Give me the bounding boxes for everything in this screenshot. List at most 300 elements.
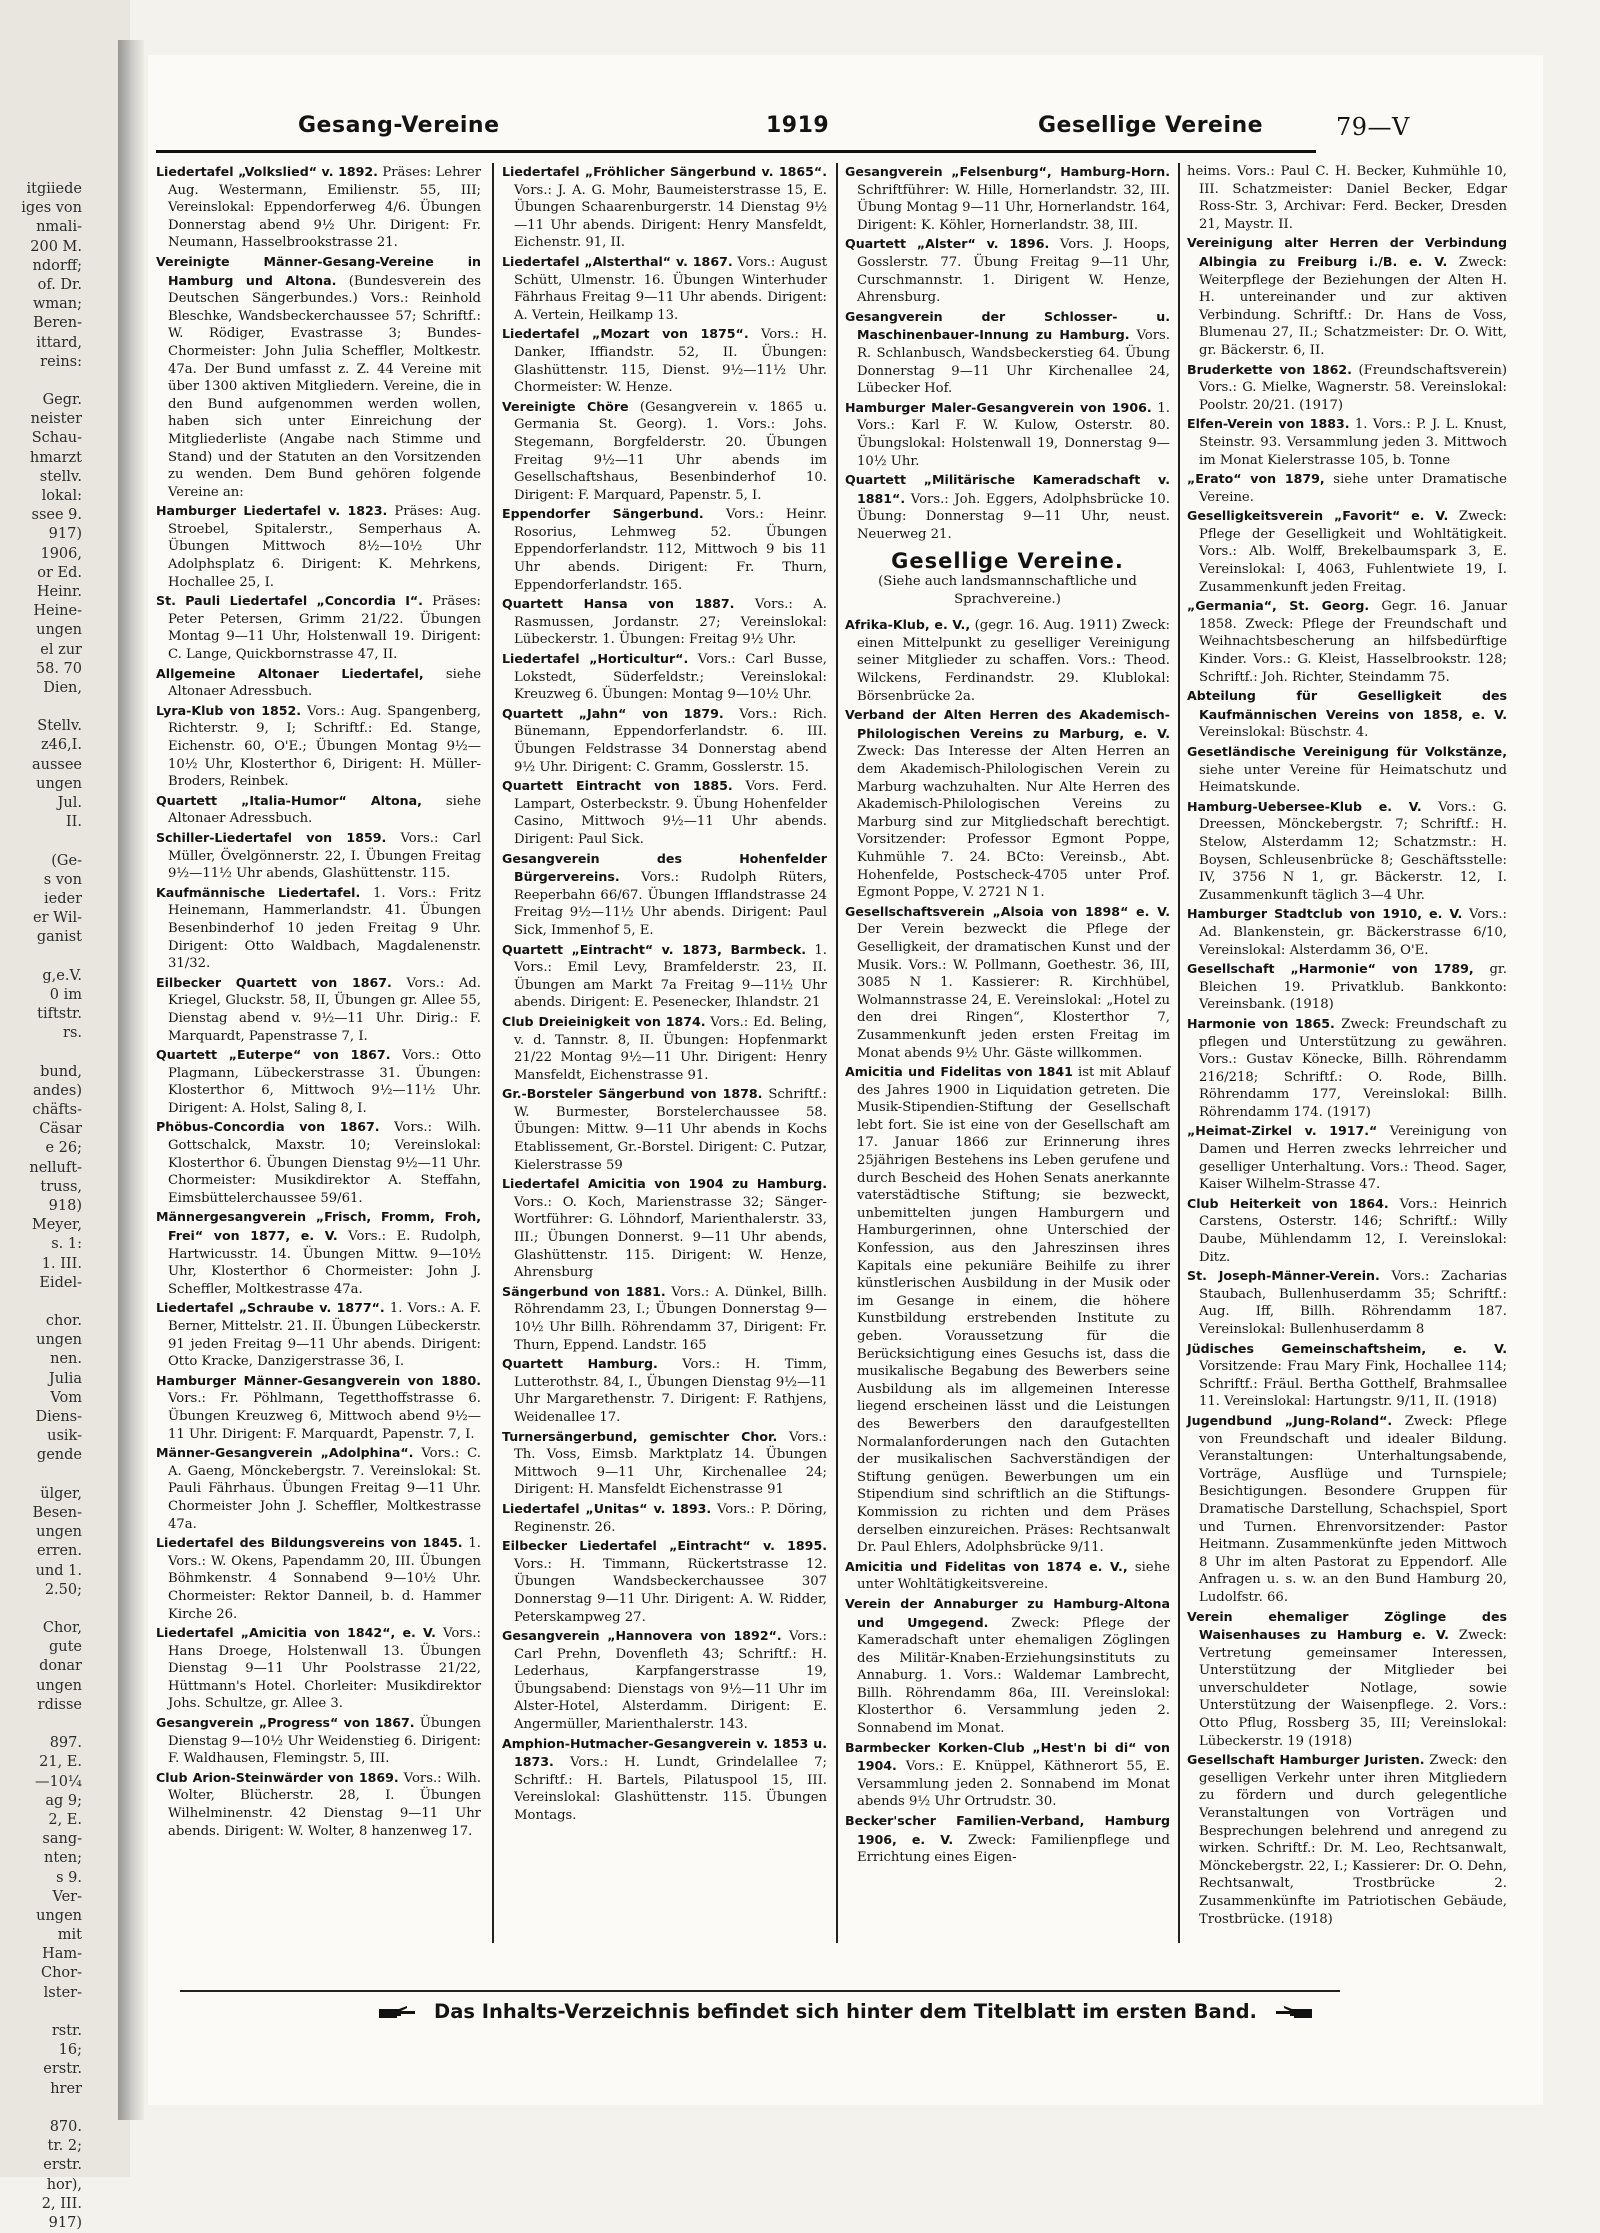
prev-page-line: truss,	[40, 1178, 82, 1195]
entry-text: (Gesangverein v. 1865 u. Germania St. Georg). 1. Vors.: Johs. Stegemann, Borgfelderstr. 20. Übungen Freitag 9½—11 Uhr abends im Gesellschaftshaus, Besenbinderhof 10. Dirigent: F. Marquard, Papenstr. 5, I.	[514, 399, 827, 503]
entry-text: 1. Vors.: A. F. Berner, Mittelstr. 21. II. Übungen Lübeckerstr. 91 jeden Freitag 9—11 Uhr abends. Dirigent: Otto Kracke, Danzigerstrasse 36, I.	[168, 1301, 481, 1370]
entry-name: Gr.-Borsteler Sängerbund von 1878.	[502, 1086, 763, 1102]
entry-name: Gesangverein „Progress“ von 1867.	[156, 1715, 415, 1731]
entry-name: Allgemeine Altonaer Liedertafel,	[156, 665, 424, 681]
entry-name: „Heimat-Zirkel v. 1917.“	[1187, 1123, 1378, 1139]
directory-entry	[1187, 1751, 1507, 1928]
entry-text: Vors. Ferd. Lampart, Osterbeckstr. 9. Übung Hohenfelder Casino, Mittwoch 9½—11 Uhr abends. Dirigent: Paul Sick.	[514, 779, 827, 847]
entry-name: Turnersängerbund, gemischter Chor.	[502, 1428, 778, 1444]
entry-text: Vors.: H. Timmann, Rückertstrasse 12. Übungen Wandsbeckerchaussee 307 Donnerstag 9—11 Uhr. Dirigent: A. W. Ridder, Peterskampweg 27.	[514, 1556, 827, 1625]
directory-entry	[156, 1769, 481, 1840]
prev-page-line: Ham-	[42, 1946, 82, 1963]
directory-entry	[502, 1500, 827, 1536]
directory-entry	[502, 1013, 827, 1084]
entry-text: siehe Altonaer Adressbuch.	[168, 793, 481, 827]
directory-entry	[502, 941, 827, 1012]
entry-text: Vors.: Carl Prehn, Dovenfleth 43; Schriftf.: H. Lederhaus, Karpfangerstrasse 19, Übungsabend: Dienstags von 9½—11 Uhr im Alster-Hotel, Alsterdamm. Dirigent: E. Angermüller, Marienthalerstr. 143.	[514, 1629, 827, 1733]
entry-text: Vors.: Wilh. Wolter, Blücherstr. 28, I. Übungen Wilhelminenstr. 42 Dienstag 9—11 Uhr abends. Dirigent: W. Wolter, 8 hanzenweg 17.	[168, 1770, 482, 1839]
prev-page-line	[0, 1466, 82, 1485]
entry-text: Vereinigung von Damen und Herren zwecks lehrreicher und geselliger Unterhaltung. Vors.: Theod. Sager, Kaiser Wilhelm-Strasse 47.	[1199, 1124, 1507, 1193]
entry-name: Amphion-Hutmacher-Gesangverein v. 1853 u. 1873.	[502, 1735, 827, 1770]
prev-page-line: wman;	[32, 296, 82, 313]
entry-name: Quartett „Jahn“ von 1879.	[502, 705, 724, 721]
entry-text: Vors.: G. Dreessen, Mönckebergstr. 7; Schriftf.: H. Stelow, Alsterdamm 12; Schatzmstr.: H. Boysen, Schleusenbrücke 8; Geschäftsstelle: IV, 3756 N 1, gr. Bäckerstr. 12, I. Zusammenkunft täglich 3—4 Uhr.	[1199, 799, 1507, 903]
prev-page-line: rs.	[63, 1025, 82, 1042]
prev-page-line: ndorff;	[32, 257, 82, 274]
entry-text: Vors.: August Schütt, Ulmenstr. 16. Übungen Winterhuder Fährhaus Freitag 9—11 Uhr abends. Dirigent: A. Vertein, Heilkamp 13.	[514, 254, 827, 323]
prev-page-line: aussee	[31, 756, 82, 773]
directory-entry	[1187, 1608, 1507, 1751]
directory-entry	[1187, 798, 1507, 905]
entry-text: Vors.: Fr. Pöhlmann, Tegetthoffstrasse 6. Übungen Kreuzweg 6, Mittwoch abend 9½—11 Uhr. Dirigent: F. Marquardt, Papenstr. 7, I.	[168, 1391, 481, 1442]
prev-page-line: Stellv.	[37, 718, 82, 735]
entry-name: Amicitia und Fidelitas von 1841	[845, 1064, 1073, 1080]
prev-page-line: 897.	[49, 1735, 82, 1752]
entry-name: Gesellschaftsverein „Alsoia von 1898“ e. V.	[845, 903, 1170, 919]
entry-text: siehe unter Vereine für Heimatschutz und Heimatskunde.	[1199, 762, 1507, 796]
prev-page-line: Besen-	[32, 1504, 82, 1521]
entry-text: 1. Vors.: Fritz Heinemann, Hammerlandstr. 41. Übungen Besenbinderhof 10 jeden Freitag 9 Uhr. Dirigent: Otto Waldbach, Magdalenenstr. 31/32.	[168, 885, 482, 972]
entry-text: Vors.: Carl Müller, Övelgönnerstr. 22, I. Übungen Freitag 9½—11½ Uhr abends, Glashüttenstr. 115.	[168, 830, 482, 882]
prev-page-line: ganist	[36, 929, 82, 946]
entry-name: Hamburger Männer-Gesangverein von 1880.	[156, 1372, 481, 1388]
entry-name: Liedertafel Amicitia von 1904 zu Hamburg.	[502, 1176, 827, 1192]
entry-text: Zweck: Pflege der Kameradschaft unter ehemaligen Zöglingen des Militär-Knaben-Erziehungsinstituts zu Annaburg. 1. Vors.: Waldemar Lambrecht, Billh. Röhrendamm 86a, III. Vereinslokal: Klosterthor 6. Versammlung jeden 2. Sonnabend im Monat.	[857, 1615, 1170, 1737]
entry-text: Vors.: E. Rudolph, Hartwicusstr. 14. Übungen Mittw. 9—10½ Uhr, Klosterthor 6 Chormeister: John J. Scheffler, Moltkestrasse 47a.	[168, 1229, 481, 1297]
prev-page-line: nelluft-	[29, 1159, 82, 1176]
footer-note	[148, 2000, 1543, 2023]
prev-page-line: 918)	[48, 1197, 82, 1214]
prev-page-line: 200 M.	[30, 238, 82, 255]
prev-page-line: ungen	[36, 1677, 82, 1694]
directory-entry	[156, 1534, 481, 1623]
entry-name: Club Heiterkeit von 1864.	[1187, 1195, 1389, 1211]
footer-text: Das Inhalts-Verzeichnis befindet sich hinter dem Titelblatt im ersten Band.	[434, 2000, 1257, 2023]
entry-text: (Bundesverein des Deutschen Sängerbundes.) Vors.: Reinhold Bleschke, Wandsbeckerchaussee 57; Schriftf.: W. Rödiger, Evastrasse 3; Bundes-Chormeister: John Julia Scheffler, Moltkestr. 47a. Der Bund umfasst z. Z. 44 Vereine mit über 1300 aktiven Mitgliedern. Vereine, die in den Bund aufgenommen werden wollen, haben sich unter Einreichung der Mitgliederliste (Angabe nach Stimme und Stand) und der Statuten an den Vorsitzenden zu wenden. Dem Bund gehören folgende Vereine an:	[168, 273, 481, 500]
directory-entry	[502, 1175, 827, 1282]
prev-page-line: nten;	[44, 1850, 82, 1867]
entry-text: Vors.: C. A. Gaeng, Mönckebergstr. 7. Vereinslokal: St. Pauli Fährhaus. Übungen Freitag 9—11 Uhr. Chormeister John J. Scheffler, Moltkestrasse 47a.	[168, 1446, 481, 1532]
directory-entry	[845, 903, 1170, 1062]
directory-entry	[1187, 470, 1507, 506]
entry-name: Club Dreieinigkeit von 1874.	[502, 1013, 706, 1029]
entry-text: Vors.: Zacharias Staubach, Bullenhuserdamm 35; Schriftf.: Aug. Iff, Billh. Röhrendamm 187. Vereinslokal: Bullenhuserdamm 8	[1199, 1269, 1507, 1337]
entry-text: Vors.: Th. Voss, Eimsb. Marktplatz 14. Übungen Mittwoch 9—11 Uhr, Kirchenallee 24; Dirigent: H. Mansfeldt Eichenstrasse 91	[514, 1429, 827, 1498]
prev-page-line: (Ge-	[51, 852, 82, 869]
entry-name: Quartett „Alster“ v. 1896.	[845, 236, 1050, 252]
prev-page-line: Gegr.	[42, 392, 82, 409]
entry-name: Bruderkette von 1862.	[1187, 361, 1352, 377]
entry-name: Hamburg-Uebersee-Klub e. V.	[1187, 798, 1422, 814]
entry-text: Vors.: H. Danker, Iffiandstr. 52, II. Übungen: Glashüttenstr. 115, Dienst. 9½—11½ Uhr. Chormeister: W. Henze.	[514, 327, 827, 396]
prev-page-line	[0, 948, 82, 967]
entry-text: Vors.: Ad. Blankenstein, gr. Bäckerstrasse 6/10, Vereinslokal: Alsterdamm 36, O'E.	[1199, 907, 1507, 958]
prev-page-line: nmali-	[36, 219, 82, 236]
prev-page-line: or Ed.	[37, 564, 82, 581]
prev-page-line	[0, 1293, 82, 1312]
prev-page-line: lster-	[43, 1984, 82, 2001]
prev-page-line: 16;	[58, 2042, 82, 2059]
entry-name: Gesetländische Vereinigung für Volkstänze,	[1187, 744, 1507, 759]
prev-page-line: e 26;	[45, 1140, 82, 1157]
directory-entry	[502, 595, 827, 649]
prev-page-line: gende	[36, 1447, 82, 1464]
entry-text: Zweck: Weiterpflege der Beziehungen der Alten H. H. untereinander und zur aktiven Verbindung. Schriftf.: Dr. Hans de Voss, Blumenau 27, II.; Schatzmeister: Dr. O. Witt, gr. Bäckerstr. 6, II.	[1199, 254, 1507, 358]
prev-page-line	[0, 1715, 82, 1734]
entry-text: Vereinslokal: Büschstr. 4.	[1199, 725, 1369, 741]
prev-page-line: 0 im	[49, 986, 82, 1003]
prev-page-line: Heine-	[33, 603, 82, 620]
section-subtitle: (Siehe auch landsmannschaftliche und Sprachvereine.)	[878, 574, 1137, 607]
prev-page-line	[0, 1600, 82, 1619]
entry-text: Vors.: Hans Droege, Holstenwall 13. Übungen Dienstag 9—11 Uhr Poolstrasse 21/22, Hüttmann's Hotel. Chorleiter: Musikdirektor Johs. Schultze, gr. Allee 3.	[168, 1626, 481, 1712]
directory-entry	[502, 398, 827, 505]
prev-page-line	[0, 2099, 82, 2118]
directory-entry	[845, 399, 1170, 470]
entry-text: Zweck: Pflege der Geselligkeit und Wohltätigkeit. Vors.: Alb. Wolff, Brekelbaumspark 3, E. Vereinslokal: I, 4063, Fuhlentwiete 19, I. Zusammenkunft jeden Freitag.	[1199, 509, 1507, 595]
entry-name: Liedertafel „Horticultur“.	[502, 651, 689, 667]
prev-page-line: Schau-	[31, 430, 82, 447]
entry-text: (gegr. 16. Aug. 1911) Zweck: einen Mittelpunkt zu geselliger Vereinigung seiner Mitglieder zu schaffen. Vors.: Theod. Wilckens, Ferdinandstr. 29. Klublokal: Börsenbrücke 2a.	[857, 618, 1170, 704]
entry-name: Quartett Eintracht von 1885.	[502, 778, 733, 794]
entry-text: 1. Vors.: Emil Levy, Bramfelderstr. 23, II. Übungen am Markt 7a Freitag 9—11½ Uhr abends. Dirigent: E. Pesenecker, Ihlandstr. 21	[514, 942, 827, 1011]
prev-page-line: usik-	[47, 1428, 82, 1445]
entry-text: Vors.: P. Döring, Reginenstr. 26.	[514, 1501, 827, 1535]
prev-page-line: hor),	[46, 2176, 82, 2193]
column-divider	[836, 163, 838, 1943]
prev-page-line: 870.	[49, 2118, 82, 2135]
directory-entry	[156, 1624, 481, 1713]
directory-entry	[1187, 415, 1507, 469]
column-divider	[1178, 163, 1180, 1943]
directory-entry	[502, 163, 827, 252]
entry-name: Abteilung für Geselligkeit des Kaufmännischen Vereins von 1858, e. V.	[1187, 688, 1507, 722]
prev-page-line: Chor-	[41, 1965, 82, 1982]
directory-entry	[1187, 687, 1507, 742]
prev-page-line: nen.	[50, 1351, 82, 1368]
column-4	[1187, 163, 1507, 1929]
directory-entry	[502, 253, 827, 324]
directory-entry	[502, 1085, 827, 1174]
entry-name: Quartett „Italia-Humor“ Altona,	[156, 792, 422, 808]
directory-entry	[1187, 597, 1507, 686]
directory-entry	[156, 592, 481, 663]
prev-page-line	[0, 832, 82, 851]
header-left-title: Gesang-Vereine	[298, 113, 500, 138]
entry-text: Vors.: Ed. Beling, v. d. Tannstr. 8, II. Übungen: Hopfenmarkt 21/22 Montag 9½—11 Uhr. Dirigent: Henry Mansfeldt, Eichenstrasse 91.	[514, 1014, 827, 1083]
entry-name: Männergesangverein „Frisch, Fromm, Froh, Frei“ von 1877, e. V.	[156, 1209, 481, 1244]
entry-name: Quartett „Militärische Kameradschaft v. 1881“.	[845, 472, 1170, 506]
prev-page-line: ag 9;	[45, 1792, 82, 1809]
directory-entry	[845, 1812, 1170, 1867]
entry-text: Vors.: J. A. G. Mohr, Baumeisterstrasse 15, E. Übungen Schaarenburgerstr. 14 Dienstag 9½—11 Uhr abends. Dirigent: Henry Mansfeldt, Eichenstr. 91, II.	[514, 182, 827, 251]
entry-text: Präses: Peter Petersen, Grimm 21/22. Übungen Montag 9—11 Uhr, Holstenwall 19. Dirigent: C. Lange, Quickbornstrasse 47, II.	[168, 594, 481, 663]
prev-page-line: erstr.	[43, 2061, 82, 2078]
prev-page-line: donar	[39, 1658, 82, 1675]
prev-page-line: und 1.	[35, 1562, 82, 1579]
entry-text: Vors.: Rich. Bünemann, Eppendorferlandstr. 6. III. Übungen Feldstrasse 34 Donnerstag abend 9½ Uhr. Dirigent: C. Gramm, Gosslerstr. 15.	[514, 706, 827, 775]
header-rule	[156, 150, 1316, 153]
entry-name: Barmbecker Korken-Club „Hest'n bi di“ von 1904.	[845, 1739, 1170, 1774]
entry-name: „Erato“ von 1879,	[1187, 471, 1325, 487]
entry-text: Vors.: Heinrich Carstens, Osterstr. 146; Schriftf.: Willy Daube, Mühlendamm 12, I. Vereinslokal: Ditz.	[1199, 1196, 1507, 1265]
page-header	[148, 113, 1543, 163]
directory-entry	[156, 502, 481, 591]
prev-page-line: s 9.	[56, 1869, 82, 1886]
directory-entry	[845, 1063, 1170, 1557]
prev-page-line: tr. 2;	[47, 2138, 82, 2155]
directory-entry	[502, 777, 827, 848]
entry-text: (Freundschaftsverein) Vors.: G. Mielke, Wagnerstr. 58. Vereinslokal: Poolstr. 20/21. (1917)	[1199, 362, 1507, 413]
entry-text: Vors.: Carl Busse, Lokstedt, Süderfeldstr.; Vereinslokal: Kreuzweg 6. Übungen: Montag 9—10½ Uhr.	[514, 652, 827, 703]
entry-name: Geselligkeitsverein „Favorit“ e. V.	[1187, 508, 1449, 524]
entry-name: Liedertafel „Amicitia von 1842“, e. V.	[156, 1625, 436, 1641]
directory-entry	[156, 1046, 481, 1117]
column-divider	[492, 163, 494, 1943]
entry-name: Harmonie von 1865.	[1187, 1015, 1335, 1031]
entry-text: Vors.: H. Lundt, Grindelallee 7; Schriftf.: H. Bartels, Pilatuspool 15, III. Vereinslokal: Glashüttenstr. 115. Übungen Montags.	[514, 1755, 827, 1824]
entry-text: siehe unter Dramatische Vereine.	[1199, 472, 1507, 505]
entry-text: Vors.: Ad. Kriegel, Gluckstr. 58, II, Übungen gr. Allee 55, Dienstag abend v. 9½—11 Uhr. Dirig.: F. Marquardt, Papenstrasse 7, I.	[168, 975, 481, 1044]
prev-page-line: 21, E.	[39, 1754, 82, 1771]
prev-page-line: II.	[65, 814, 82, 831]
prev-page-line: g,e.V.	[42, 967, 82, 984]
entry-text: Vors.: A. Dünkel, Billh. Röhrendamm 23, I.; Übungen Donnerstag 9—10½ Uhr Billh. Röhrendamm 37, Dirigent: Fr. Thurn, Eppend. Landstr. 165	[514, 1284, 827, 1353]
prev-page-line: ungen	[36, 1524, 82, 1541]
prev-page-line: Jul.	[57, 795, 82, 811]
directory-entry	[502, 1627, 827, 1734]
entry-text: Vors.: Heinr. Rosorius, Lehmweg 52. Übungen Eppendorferlandstr. 112, Mittwoch 9 bis 11 Uhr abends. Dirigent: Fr. Thurn, Eppendorferlandstr. 165.	[514, 507, 827, 593]
directory-entry	[502, 1537, 827, 1626]
entry-name: Eilbecker Quartett von 1867.	[156, 974, 392, 990]
directory-entry	[845, 308, 1170, 398]
prev-page-line: of. Dr.	[37, 276, 82, 293]
entry-text: Vors.: H. Timm, Lutterothstr. 84, I., Übungen Dienstag 9½—11 Uhr Margarethenstr. 7. Dirigent: F. Rathjens, Weidenallee 17.	[514, 1357, 827, 1425]
entry-name: Lyra-Klub von 1852.	[156, 702, 302, 718]
page	[148, 55, 1543, 2105]
directory-entry	[156, 829, 481, 883]
prev-page-line	[0, 372, 82, 391]
directory-entry	[156, 665, 481, 701]
entry-name: Phöbus-Concordia von 1867.	[156, 1119, 380, 1135]
prev-page-line: lokal:	[41, 488, 82, 504]
entry-name: Elfen-Verein von 1883.	[1187, 416, 1350, 432]
directory-entry	[156, 253, 481, 501]
entry-text: Zweck: Vertretung gemeinsamer Interessen, Unterstützung der Mitglieder bei unverschuldeter Notlage, sowie Unterstützung der Waisenpflege. 2. Vors.: Otto Pflug, Rossberg 35, III; Vereinslokal: Lübeckerstr. 19 (1918)	[1199, 1628, 1507, 1749]
pointing-hand-left-icon	[1274, 2005, 1314, 2021]
prev-page-line: Diens-	[35, 1409, 82, 1425]
directory-entry	[156, 792, 481, 828]
prev-page-line: Dien,	[43, 679, 82, 696]
directory-entry	[1187, 1015, 1507, 1122]
entry-name: Eppendorfer Sängerbund.	[502, 506, 704, 522]
prev-page-line: sang-	[42, 1831, 82, 1848]
entry-text: Schriftf.: W. Burmester, Borstelerchaussee 58. Übungen: Mittw. 9—11 Uhr abends in Kochs Etablissement, Gr.-Borstel. Dirigent: C. Putzar, Kielerstrasse 59	[514, 1087, 827, 1173]
prev-page-line: ülger,	[40, 1485, 82, 1502]
footer-rule	[180, 1990, 1340, 1992]
directory-entry	[1187, 743, 1507, 797]
column-1	[156, 163, 481, 1841]
entry-text: Vors.: Aug. Spangenberg, Richterstr. 9, I; Schriftf.: Ed. Stange, Eichenstr. 60, O'E.; Übungen Montag 9½—10½ Uhr, Klosterthor 6, Dirigent: H. Müller-Broders, Reinbek.	[168, 703, 481, 790]
header-year: 1919	[766, 113, 830, 138]
entry-text: 1. Vors.: Karl F. W. Kulow, Osterstr. 80. Übungslokal: Holstenwall 19, Donnerstag 9—10½ Uhr.	[857, 400, 1170, 469]
prev-page-line: Beren-	[33, 315, 82, 332]
entry-name: Liedertafel „Volkslied“ v. 1892.	[156, 164, 378, 179]
entry-name: St. Joseph-Männer-Verein.	[1187, 1268, 1380, 1284]
directory-entry	[845, 163, 1170, 234]
prev-page-line: ungen	[36, 775, 82, 792]
entry-text: Präses: Lehrer Aug. Westermann, Emilienstr. 55, III; Vereinslokal: Eppendorferweg 4/6. Übungen Donnerstag abend 9½ Uhr. Dirigent: Fr. Neumann, Hasselbrookstrasse 21.	[168, 165, 481, 251]
directory-entry	[156, 1208, 481, 1298]
entry-text: Zweck: den geselligen Verkehr unter ihren Mitgliedern zu fördern und durch gelegentliche Veranstaltungen von Vorträgen und Besprechungen belehrend und anregend zu wirken. Schriftf.: Dr. M. Leo, Rechtsanwalt, Mönckebergstr. 22, I.; Kassierer: Dr. O. Dehn, Rechtsanwalt, Trostbrücke 2. Zusammenkünfte im Patriotischen Gebäude, Trostbrücke. (1918)	[1199, 1753, 1507, 1927]
prev-page-line	[0, 698, 82, 717]
entry-name: Quartett „Euterpe“ von 1867.	[156, 1047, 391, 1063]
entry-name: Verein ehemaliger Zöglinge des Waisenhauses zu Hamburg e. V.	[1187, 1608, 1507, 1643]
prev-page-line: 58. 70	[35, 660, 82, 677]
entry-name: Liedertafel „Schraube v. 1877“.	[156, 1300, 385, 1316]
directory-entry	[502, 705, 827, 776]
prev-page-line: bund,	[40, 1063, 82, 1080]
directory-entry	[156, 1372, 481, 1443]
directory-entry	[1187, 163, 1507, 233]
prev-page-line: gute	[48, 1639, 82, 1656]
prev-page-line: Ver-	[52, 1888, 82, 1905]
directory-entry	[156, 1299, 481, 1370]
directory-entry	[1187, 960, 1507, 1014]
entry-name: Gesangverein „Hannovera von 1892“.	[502, 1628, 782, 1644]
entry-name: Hamburger Liedertafel v. 1823.	[156, 503, 388, 519]
prev-page-line: 2.50;	[44, 1581, 82, 1598]
prev-page-line: 917)	[48, 526, 82, 543]
prev-page-line	[0, 1043, 82, 1062]
entry-name: „Germania“, St. Georg.	[1187, 598, 1370, 614]
directory-entry	[502, 650, 827, 704]
entry-text: Vors. R. Schlanbusch, Wandsbeckerstieg 64. Übung Donnerstag 9—11 Uhr Kirchenallee 24, Lübecker Hof.	[857, 328, 1170, 397]
entry-text: heims. Vors.: Paul C. H. Becker, Kuhmühle 10, III. Schatzmeister: Daniel Becker, Edgar Ross-Str. 3, Archivar: Ferd. Becker, Dresden 21, Maystr. II.	[1187, 164, 1507, 232]
prev-page-line: er Wil-	[33, 910, 82, 927]
prev-page-line: —10¼	[34, 1773, 82, 1790]
directory-entry	[502, 1283, 827, 1354]
prev-page-line: erstr.	[43, 2157, 82, 2174]
entry-text: Vors.: O. Koch, Marienstrasse 32; Sänger-Wortführer: G. Löhndorf, Marienthalerstr. 33, III.; Übungen Donnerst. 9—11 Uhr abends, Glashüttenstr. 115. Dirigent: W. Henze, Ahrensburg	[514, 1194, 827, 1281]
entry-name: Gesellschaft Hamburger Juristen.	[1187, 1752, 1425, 1768]
prev-page-line: Heinr.	[36, 583, 82, 600]
directory-entry	[156, 884, 481, 973]
directory-entry	[502, 505, 827, 594]
header-right-title: Gesellige Vereine	[1038, 113, 1264, 138]
entry-text: Schriftführer: W. Hille, Hornerlandstr. 32, III. Übung Montag 9—11 Uhr, Hornerlandstr. 164, Dirigent: K. Köhler, Hornerlandstr. 38, III.	[857, 182, 1170, 233]
entry-text: Vors.: Wilh. Gottschalck, Maxstr. 10; Vereinslokal: Klosterthor 6. Übungen Dienstag 9½—11 Uhr. Chormeister: Musikdirektor A. Steffahn, Eimsbüttelerchaussee 59/61.	[168, 1120, 481, 1206]
entry-name: Gesangverein der Schlosser- u. Maschinenbauer-Innung zu Hamburg.	[845, 308, 1170, 343]
entry-name: Gesangverein des Hohenfelder Bürgervereins.	[502, 850, 827, 885]
prev-page-line: reins:	[40, 353, 82, 370]
prev-page-line: 1906,	[40, 545, 82, 562]
prev-page-line: mit	[57, 1927, 82, 1944]
entry-text: Vors.: E. Knüppel, Käthnerort 55, E. Versammlung jeden 2. Sonnabend im Monat abends 9½ Uhr Ortrudstr. 30.	[857, 1759, 1170, 1810]
column-2	[502, 163, 827, 1826]
directory-entry	[1187, 1340, 1507, 1411]
entry-text: 1. Vors.: W. Okens, Papendamm 20, III. Übungen Böhmkenstr. 4 Sonnabend 9—10½ Uhr. Chormeister: Rektor Danneil, b. d. Hammer Kirche 26.	[168, 1536, 481, 1622]
directory-entry	[156, 974, 481, 1045]
directory-entry	[502, 850, 827, 940]
prev-page-line: Eidel-	[39, 1274, 82, 1291]
prev-page-line: 2, III.	[41, 2195, 82, 2212]
prev-page-line: ittard,	[36, 334, 82, 351]
prev-page-line: stellv.	[39, 468, 82, 485]
prev-page-line: hmarzt	[29, 449, 82, 466]
directory-entry	[502, 1428, 827, 1499]
entry-name: Liedertafel „Fröhlicher Sängerbund v. 1865“.	[502, 164, 827, 179]
entry-name: Jüdisches Gemeinschaftsheim, e. V.	[1187, 1340, 1507, 1356]
entry-text: Vorsitzende: Frau Mary Fink, Hochallee 114; Schriftf.: Fräul. Bertha Gotthelf, Brahmsallee 11. Vereinslokal: Hartungstr. 9/11, II. (1918)	[1199, 1359, 1507, 1410]
prev-page-line: chäfts-	[32, 1102, 82, 1118]
prev-page-line: chor.	[45, 1313, 82, 1330]
prev-page-line: itgiiede	[26, 181, 82, 197]
entry-name: Amicitia und Fidelitas von 1874 e. V.,	[845, 1558, 1128, 1574]
entry-text: Der Verein bezweckt die Pflege der Geselligkeit, der dramatischen Kunst und der Musik. Vors.: W. Pollmann, Goethestr. 36, III, 3085 N 1. Kassierer: R. Kirchhübel, Wolmannstrasse 24, E. Vereinslokal: „Hotel zu den drei Ringen“, Klosterthor 7, Zusammenkunft jeden ersten Freitag im Monat abends 9½ Uhr. Gäste willkommen.	[857, 922, 1170, 1061]
prev-page-line: neister	[30, 411, 82, 428]
prev-page-line: hrer	[50, 2080, 82, 2097]
entry-name: Vereinigung alter Herren der Verbindung Albingia zu Freiburg i./B. e. V.	[1187, 235, 1507, 269]
prev-page-line: tiftstr.	[37, 1006, 82, 1023]
prev-page-line: s. 1:	[51, 1236, 82, 1253]
entry-text: Vors. J. Hoops, Gosslerstr. 77. Übung Freitag 9—11 Uhr, Curschmannstr. 1. Dirigent W. Henze, Ahrensburg.	[857, 237, 1170, 306]
directory-entry	[845, 471, 1170, 543]
prev-page-line: rdisse	[37, 1696, 82, 1713]
entry-name: Becker'scher Familien-Verband, Hamburg 1906, e. V.	[845, 1813, 1170, 1847]
entry-name: Männer-Gesangverein „Adolphina“.	[156, 1445, 414, 1461]
directory-entry	[1187, 905, 1507, 959]
entry-name: Vereinigte Männer-Gesang-Vereine in Hamburg und Altona.	[156, 253, 481, 288]
entry-text: Vors.: A. Rasmussen, Jordanstr. 27; Vereinslokal: Lübeckerstr. 1. Übungen: Freitag 9½ Uhr.	[514, 597, 827, 648]
previous-page-fragment	[0, 180, 82, 2233]
entry-text: siehe unter Wohltätigkeitsvereine.	[857, 1559, 1170, 1593]
entry-name: Liedertafel „Alsterthal“ v. 1867.	[502, 253, 733, 269]
entry-name: Quartett Hamburg.	[502, 1356, 658, 1372]
directory-entry	[1187, 234, 1507, 359]
directory-entry	[502, 1735, 827, 1825]
directory-entry	[1187, 507, 1507, 596]
entry-text: Gegr. 16. Januar 1858. Zweck: Pflege der Freundschaft und Weihnachtsbescherung an hilfsbedürftige Kinder. Vors.: G. Kleist, Hasselbrookstr. 128; Schriftf.: Joh. Richter, Steindamm 75.	[1199, 599, 1507, 685]
directory-entry	[156, 1444, 481, 1533]
prev-page-line: ungen	[36, 622, 82, 639]
prev-page-line: erren.	[37, 1543, 82, 1560]
entry-text: Vors.: Rudolph Rüters, Reeperbahn 66/67. Übungen Ifflandstrasse 24 Freitag 9½—11½ Uhr abends. Dirigent: Paul Sick, Immenhof 5, E.	[514, 870, 827, 938]
entry-name: Hamburger Stadtclub von 1910, e. V.	[1187, 906, 1463, 922]
prev-page-line: andes)	[33, 1082, 82, 1099]
entry-name: Jugendbund „Jung-Roland“.	[1187, 1412, 1393, 1428]
prev-page-line: ssee 9.	[31, 507, 82, 524]
prev-page-line: Vom	[50, 1389, 82, 1406]
entry-text: Vors.: Joh. Eggers, Adolphsbrücke 10. Übung: Donnerstag 9—11 Uhr, neust. Neuerweg 21.	[857, 491, 1170, 542]
prev-page-line: ieder	[43, 890, 82, 907]
entry-text: gr. Bleichen 19. Privatklub. Bankkonto: Vereinsbank. (1918)	[1199, 962, 1507, 1013]
directory-entry	[156, 1118, 481, 1207]
prev-page-line: Chor,	[42, 1620, 82, 1637]
entry-text: Vors.: Otto Plagmann, Lübeckerstrasse 31. Übungen: Klosterthor 6, Mittwoch 9½—11½ Uhr. Dirigent: A. Holst, Saling 8, I.	[168, 1048, 482, 1116]
directory-entry	[1187, 1412, 1507, 1607]
directory-entry	[156, 702, 481, 791]
section-title: Gesellige Vereine.	[891, 549, 1124, 574]
prev-page-line: Meyer,	[31, 1217, 82, 1234]
pointing-hand-right-icon	[377, 2005, 417, 2021]
entry-name: Schiller-Liedertafel von 1859.	[156, 829, 387, 845]
prev-page-line: Julia	[48, 1370, 82, 1387]
prev-page-line: 1. III.	[41, 1255, 82, 1272]
entry-text: siehe Altonaer Adressbuch.	[168, 666, 481, 700]
entry-name: Liedertafel des Bildungsvereins von 1845.	[156, 1535, 463, 1551]
entry-name: Verband der Alten Herren des Akademisch-Philologischen Vereins zu Marburg, e. V.	[845, 707, 1170, 741]
